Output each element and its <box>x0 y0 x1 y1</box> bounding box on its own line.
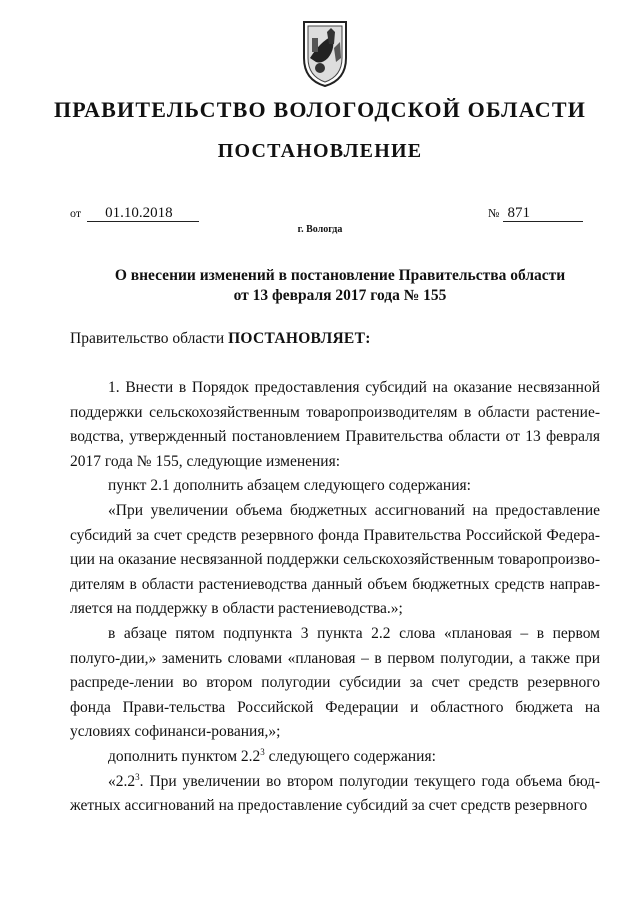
subject-line-1: О внесении изменений в постановление Правительства области <box>114 267 566 284</box>
coat-of-arms-icon <box>298 18 352 88</box>
paragraph-5 <box>70 745 600 770</box>
document-subject <box>70 266 610 306</box>
number-value: 871 <box>503 205 583 222</box>
date-label: от <box>70 206 82 220</box>
number-label: № <box>488 206 500 220</box>
paragraph-2: пункт 2.1 дополнить абзацем следующего содержания: <box>108 477 471 495</box>
date-value: 01.10.2018 <box>87 205 199 222</box>
document-type: ПОСТАНОВЛЕНИЕ <box>217 140 423 162</box>
p5-superscript: 3 <box>260 746 265 757</box>
resolves-word: ПОСТАНОВЛЯЕТ: <box>228 330 371 347</box>
city: г. Вологда <box>297 224 343 235</box>
p6-superscript: 3 <box>135 771 140 782</box>
document-body <box>70 376 600 819</box>
resolves-prefix: Правительство области <box>70 330 229 347</box>
p6-text-before: «2.2 <box>108 772 136 790</box>
p5-text-after: следующего содержания: <box>264 747 436 765</box>
paragraph-1: 1. Внести в Порядок предоставления субсидий на оказание несвязанной поддержки сельскохозяйственным товаропроизводителям в области растение-водства, утвержденный постановлением Правительства области от 13 февраля 2017 года № 155, следующие изменения: <box>70 379 600 470</box>
resolves-line <box>70 330 371 348</box>
subject-line-2: от 13 февраля 2017 года № 155 <box>233 287 447 304</box>
number-field <box>488 205 583 222</box>
government-title: ПРАВИТЕЛЬСТВО ВОЛОГОДСКОЙ ОБЛАСТИ <box>53 97 587 122</box>
date-field <box>70 205 199 222</box>
paragraph-6 <box>70 770 600 819</box>
p5-text-before: дополнить пунктом 2.2 <box>108 747 261 765</box>
paragraph-4: в абзаце пятом подпункта 3 пункта 2.2 слова «плановая – в первом полуго-дии,» заменить словами «плановая – в первом полугодии, а также при распреде-лении во втором полугодии субсидии за счет средств резервного фонда Прави-тельства Российской Федерации и областного бюджета на условиях софинанси-рования,»; <box>70 624 600 741</box>
p6-text-after: . При увеличении во втором полугодии текущего года объема бюд-жетных ассигнований на предоставление субсидий за счет средств резервного <box>70 772 600 815</box>
paragraph-3: «При увеличении объема бюджетных ассигнований на предоставление субсидий за счет средств резервного фонда Правительства Российской Федера-ции на оказание несвязанной поддержки сельскохозяйственным товаропроизво-дителям в области растениеводства данный объем бюджетных средств направ-ляется на поддержку в области растениеводства.»; <box>70 501 600 618</box>
